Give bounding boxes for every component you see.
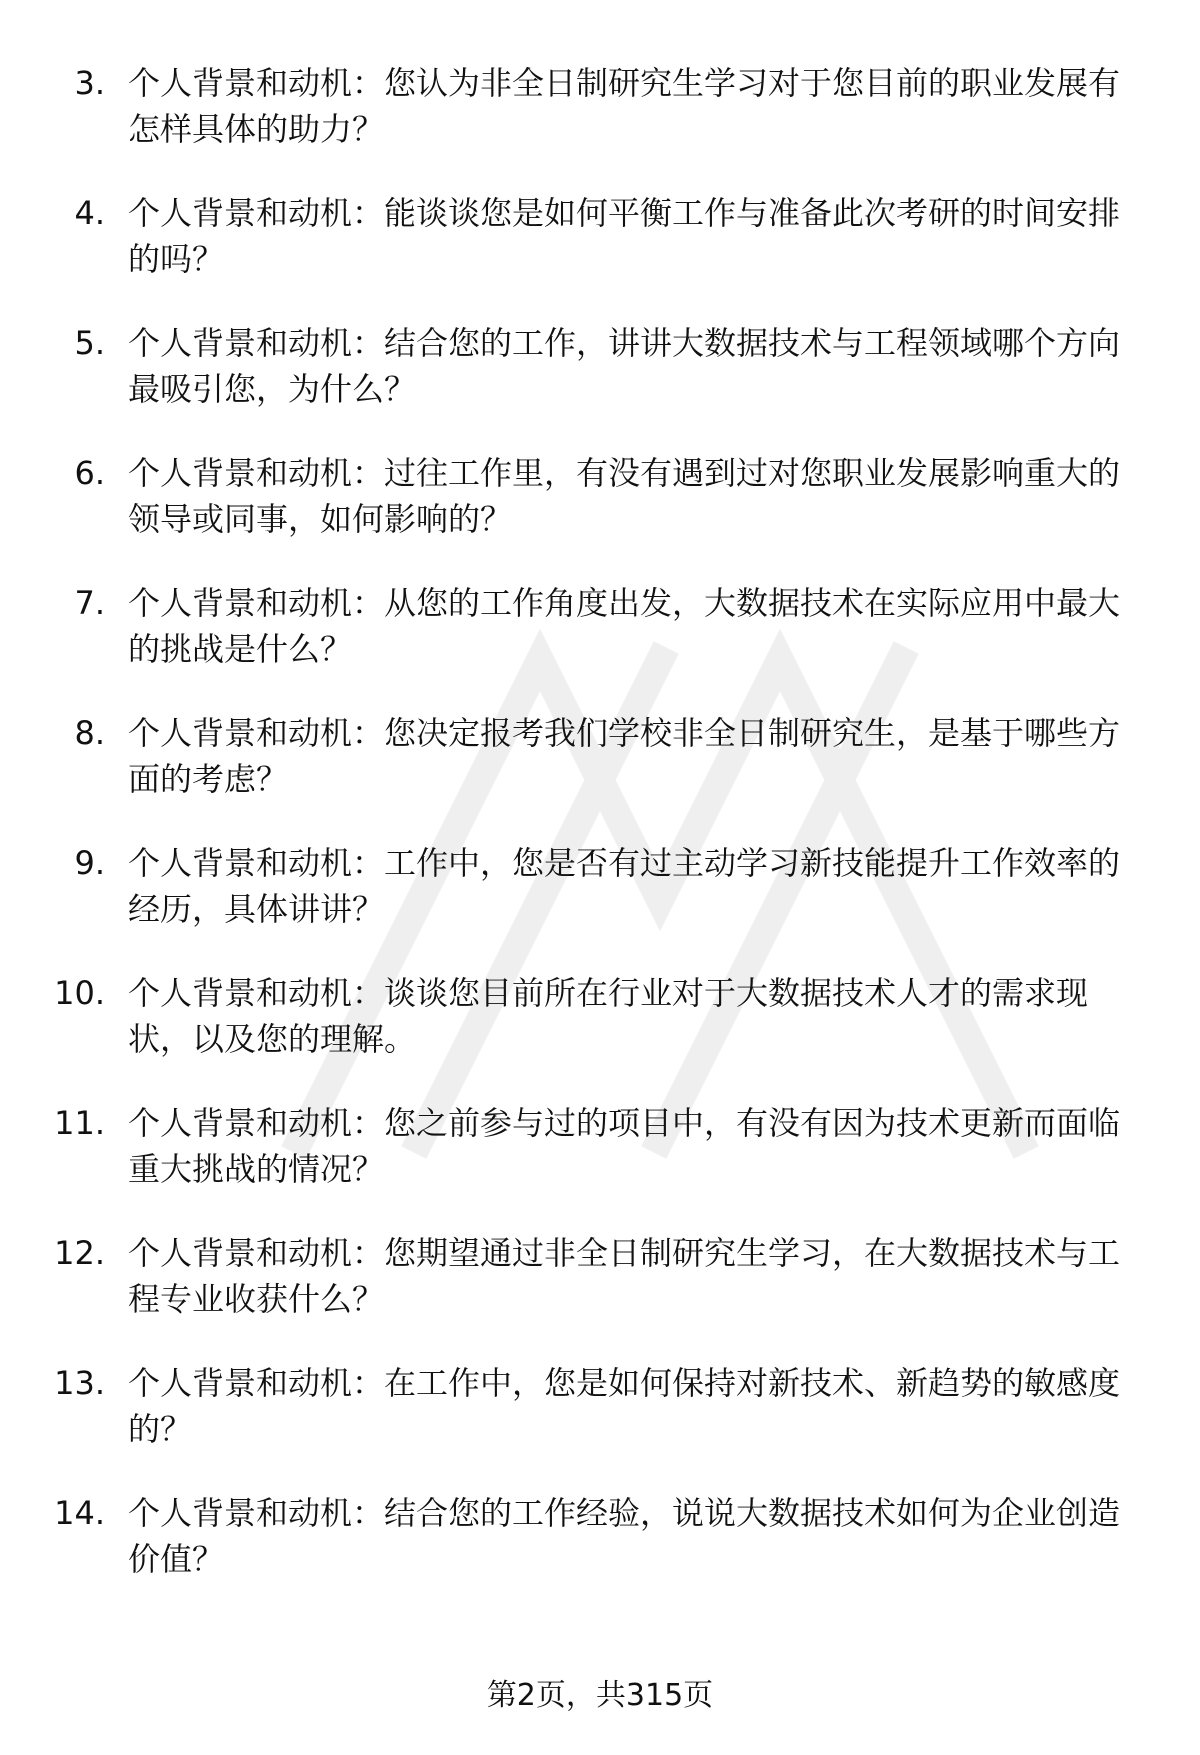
question-item: [0, 320, 1200, 450]
page-number-footer: 第2页，共315页: [486, 1678, 714, 1713]
question-text: 个人背景和动机：过往工作里，有没有遇到过对您职业发展影响重大的领导或同事，如何影响的？: [128, 454, 1121, 538]
question-text: 个人背景和动机：从您的工作角度出发，大数据技术在实际应用中最大的挑战是什么？: [128, 584, 1121, 668]
question-item: [0, 190, 1200, 320]
question-text: 个人背景和动机：谈谈您目前所在行业对于大数据技术人才的需求现状，以及您的理解。: [128, 974, 1089, 1058]
question-item: [0, 710, 1200, 840]
question-item: [0, 450, 1200, 580]
question-number: 10.: [54, 974, 105, 1012]
question-number: 9.: [74, 844, 105, 882]
question-text: 个人背景和动机：工作中，您是否有过主动学习新技能提升工作效率的经历，具体讲讲？: [128, 844, 1121, 928]
question-number: 14.: [54, 1494, 105, 1532]
question-item: [0, 1490, 1200, 1620]
question-item: [0, 60, 1200, 190]
question-text: 个人背景和动机：您决定报考我们学校非全日制研究生，是基于哪些方面的考虑？: [128, 714, 1121, 798]
question-text: 个人背景和动机：您认为非全日制研究生学习对于您目前的职业发展有怎样具体的助力？: [128, 64, 1121, 148]
question-text: 个人背景和动机：在工作中，您是如何保持对新技术、新趋势的敏感度的？: [128, 1364, 1121, 1448]
question-text: 个人背景和动机：能谈谈您是如何平衡工作与准备此次考研的时间安排的吗？: [128, 194, 1121, 278]
question-item: [0, 840, 1200, 970]
question-number: 6.: [74, 454, 105, 492]
question-item: [0, 1100, 1200, 1230]
question-number: 11.: [54, 1104, 105, 1142]
question-item: [0, 970, 1200, 1100]
question-number: 5.: [74, 324, 105, 362]
question-number: 12.: [54, 1234, 105, 1272]
question-text: 个人背景和动机：结合您的工作经验，说说大数据技术如何为企业创造价值？: [128, 1494, 1121, 1578]
question-number: 13.: [54, 1364, 105, 1402]
question-number: 3.: [74, 64, 105, 102]
question-text: 个人背景和动机：您期望通过非全日制研究生学习，在大数据技术与工程专业收获什么？: [128, 1234, 1121, 1318]
question-text: 个人背景和动机：您之前参与过的项目中，有没有因为技术更新而面临重大挑战的情况？: [128, 1104, 1121, 1188]
question-item: [0, 580, 1200, 710]
question-item: [0, 1360, 1200, 1490]
question-number: 4.: [74, 194, 105, 232]
question-item: [0, 1230, 1200, 1360]
question-text: 个人背景和动机：结合您的工作，讲讲大数据技术与工程领域哪个方向最吸引您，为什么？: [128, 324, 1121, 408]
question-number: 7.: [74, 584, 105, 622]
question-number: 8.: [74, 714, 105, 752]
question-list: [0, 60, 1200, 1620]
